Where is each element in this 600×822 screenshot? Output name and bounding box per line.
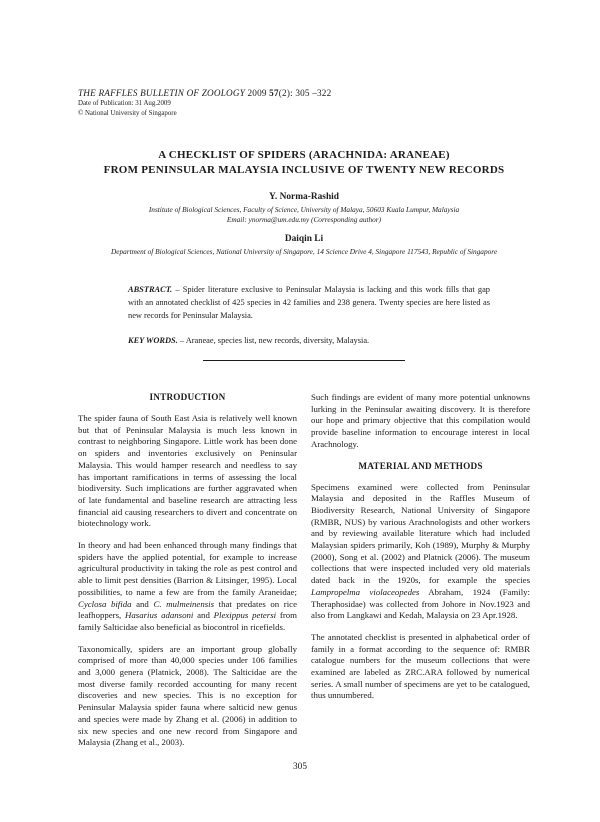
introduction-heading: INTRODUCTION bbox=[149, 392, 226, 402]
journal-header bbox=[78, 88, 530, 118]
author-email-1: Email: ynorma@um.edu.my (Corresponding author) bbox=[226, 215, 382, 224]
author-name-2: Daiqin Li bbox=[284, 234, 324, 244]
two-column-body bbox=[78, 392, 530, 759]
author-block-1 bbox=[78, 192, 530, 225]
journal-citation: THE RAFFLES BULLETIN OF ZOOLOGY 2009 57(2): 305 –322 bbox=[78, 88, 332, 98]
abstract-section bbox=[128, 283, 490, 347]
methods-paragraph-2: The annotated checklist is presented in alphabetical order of family in a format according to the sequence of: RMBR catalogue numbers for the museum collections that were examined are labeled as ZRC.ARA followed by numerical series. A small number of specimens are yet to be catalogued, thus unnumbered. bbox=[311, 631, 530, 701]
introduction-paragraph-4: Such findings are evident of many more potential unknowns lurking in the Peninsular awaiting discovery. It is therefore our hope and primary objective that this compilation would provide baseline information to encourage interest in local Arachnology. bbox=[311, 392, 530, 449]
page-number: 305 bbox=[293, 762, 307, 772]
author-affiliation-1: Institute of Biological Sciences, Faculty of Science, University of Malaya, 50603 Kuala Lumpur, Malaysia bbox=[148, 205, 460, 214]
introduction-paragraph-3: Taxonomically, spiders are an important group globally comprised of more than 40,000 species under 106 families and 3,000 genera (Platnick, 2008). The Salticidae are the most diverse family recorded accounting for many recent discoveries and new species. This is no exception for Peninsular Malaysia spider fauna where salticid new genus and species were made by Zhang et al. (2006) in addition to six new species and one new record from Singapore and Malaysia (Zhang et al., 2003). bbox=[78, 643, 297, 748]
left-column bbox=[78, 392, 297, 759]
section-divider bbox=[203, 360, 405, 361]
copyright-line: © National University of Singapore bbox=[78, 109, 177, 117]
author-name-1: Y. Norma-Rashid bbox=[269, 192, 339, 202]
right-column bbox=[311, 392, 530, 759]
publication-date: Date of Publication: 31 Aug.2009 bbox=[78, 100, 171, 107]
introduction-paragraph-2: In theory and had been enhanced through many findings that spiders have the applied potential, for example to increase agricultural productivity in taking the role as pest control and able to limit pest densities (Barrion & Litsinger, 1995). Local possibilities, to name a few are from the family Araneidae; Cyclosa bifida and C. mulmeinensis that predates on rice leafhoppers, Hasarius adansoni and Plexippus petersi from family Salticidae also beneficial as biocontrol in ricefields. bbox=[78, 540, 297, 632]
abstract-text: ABSTRACT. – Spider literature exclusive to Peninsular Malaysia is lacking and this work fills that gap with an annotated checklist of 425 species in 42 families and 238 genera. Twenty species are here listed as new records for Peninsular Malaysia. bbox=[128, 285, 490, 320]
methods-heading: MATERIAL AND METHODS bbox=[358, 460, 483, 471]
article-title-line2: FROM PENINSULAR MALAYSIA INCLUSIVE OF TWENTY NEW RECORDS bbox=[103, 164, 505, 176]
article-title-line1: A CHECKLIST OF SPIDERS (ARACHNIDA: ARANEAE) bbox=[158, 149, 450, 161]
author-affiliation-2: Department of Biological Sciences, National University of Singapore, 14 Science Drive 4, Singapore 117543, Republic of Singapore bbox=[110, 247, 498, 256]
keywords-text: KEY WORDS. – Araneae, species list, new records, diversity, Malaysia. bbox=[128, 336, 370, 345]
methods-paragraph-1: Specimens examined were collected from Peninsular Malaysia and deposited in the Raffles Museum of Biodiversity Research, National University of Singapore (RMBR, NUS) by various Arachnologists and other workers and by reviewing available literature which had included Malaysian spiders primarily, Koh (1989), Murphy & Murphy (2000), Song et al. (2002) and Platnick (2006). The museum collections that were inspected included very old materials dated back in the 1920s, for example the species Lampropelma violaceopedes Abraham, 1924 (Family: Theraphosidae) was collected from Johore in Nov.1923 and also from Langkawi and Kedah, Malaysia on 23 Apr.1928. bbox=[311, 481, 530, 621]
article-title bbox=[78, 148, 530, 178]
introduction-paragraph-1: The spider fauna of South East Asia is relatively well known but that of Peninsular Malaysia is much less known in contrast to neighboring Singapore. Little work has been done on spiders and inventories exclusively on Peninsular Malaysia. This would hamper research and needless to say has important ramifications in terms of assessing the local biodiversity. Such implications are further aggravated when of late fundamental and baseline research are attracting less financial aid causing researchers to divert and concentrate on biotechnology work. bbox=[78, 413, 297, 529]
author-block-2 bbox=[78, 234, 530, 257]
